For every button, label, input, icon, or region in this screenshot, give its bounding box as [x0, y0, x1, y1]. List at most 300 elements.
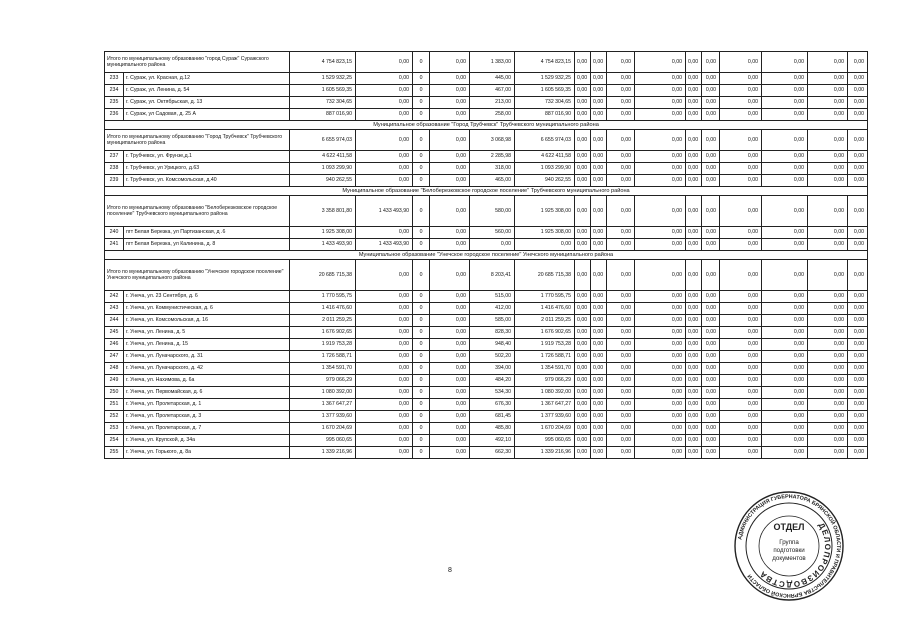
address-cell: г. Унеча, ул. Крупской, д. 34а: [124, 435, 290, 447]
value-cell: 0,00: [762, 399, 808, 411]
value-cell: 0,00: [808, 423, 848, 435]
value-cell: 0,00: [430, 315, 470, 327]
value-cell: 0,00: [762, 163, 808, 175]
value-cell: 0,00: [430, 109, 470, 121]
value-cell: 0,00: [575, 351, 591, 363]
value-cell: 0,00: [808, 109, 848, 121]
value-cell: 0,00: [430, 387, 470, 399]
value-cell: 0,00: [591, 97, 607, 109]
value-cell: 0,00: [686, 109, 702, 121]
value-cell: 0,00: [702, 387, 720, 399]
value-cell: 732 304,65: [515, 97, 575, 109]
value-cell: 0,00: [356, 339, 413, 351]
value-cell: 0,00: [591, 411, 607, 423]
value-cell: 0,00: [762, 435, 808, 447]
section-header-row: [105, 251, 868, 260]
value-cell: 0,00: [808, 447, 848, 459]
value-cell: 0,00: [430, 239, 470, 251]
value-cell: 0,00: [591, 339, 607, 351]
value-cell: 0: [413, 411, 430, 423]
section-title: Муниципальное образование "Белоберезковское городское поселение" Трубчевского муниципального района: [105, 187, 868, 196]
value-cell: 0,00: [720, 260, 762, 291]
row-number: 250: [105, 387, 124, 399]
value-cell: 0,00: [430, 163, 470, 175]
value-cell: 0,00: [702, 423, 720, 435]
value-cell: 0,00: [607, 260, 635, 291]
address-cell: г. Унеча, ул. Пролетарская, д. 1: [124, 399, 290, 411]
value-cell: 0: [413, 73, 430, 85]
value-cell: 0,00: [575, 375, 591, 387]
value-cell: 1 433 493,90: [290, 239, 356, 251]
value-cell: 0,00: [848, 375, 868, 387]
value-cell: 0,00: [808, 175, 848, 187]
value-cell: 580,00: [470, 196, 515, 227]
value-cell: 4 754 823,15: [515, 52, 575, 73]
value-cell: 0,00: [430, 363, 470, 375]
value-cell: 0,00: [635, 351, 686, 363]
value-cell: 732 304,65: [290, 97, 356, 109]
value-cell: 0,00: [686, 227, 702, 239]
value-cell: 0,00: [591, 399, 607, 411]
value-cell: 0,00: [720, 387, 762, 399]
row-number: 246: [105, 339, 124, 351]
value-cell: 0,00: [848, 447, 868, 459]
value-cell: 995 060,65: [290, 435, 356, 447]
value-cell: 0,00: [591, 291, 607, 303]
value-cell: 0,00: [762, 130, 808, 151]
value-cell: 0,00: [591, 351, 607, 363]
value-cell: 1 093 299,90: [515, 163, 575, 175]
value-cell: 828,30: [470, 327, 515, 339]
value-cell: 0,00: [591, 239, 607, 251]
value-cell: 0,00: [430, 260, 470, 291]
value-cell: 0,00: [686, 351, 702, 363]
value-cell: 0,00: [702, 260, 720, 291]
value-cell: 0,00: [356, 227, 413, 239]
table-row: [105, 239, 868, 251]
value-cell: 0: [413, 85, 430, 97]
value-cell: 0,00: [356, 97, 413, 109]
value-cell: 0,00: [356, 399, 413, 411]
table-row: [105, 291, 868, 303]
value-cell: 681,45: [470, 411, 515, 423]
value-cell: 0,00: [591, 73, 607, 85]
value-cell: 0,00: [591, 303, 607, 315]
value-cell: 0,00: [591, 423, 607, 435]
value-cell: 0,00: [848, 175, 868, 187]
value-cell: 0,00: [430, 291, 470, 303]
value-cell: 0,00: [607, 375, 635, 387]
address-cell: г. Унеча, ул. Ленина, д. 15: [124, 339, 290, 351]
value-cell: 1 367 647,27: [290, 399, 356, 411]
value-cell: 0,00: [848, 411, 868, 423]
value-cell: 0: [413, 52, 430, 73]
stamp-line-2: подготовки: [773, 547, 805, 554]
value-cell: 0,00: [848, 239, 868, 251]
value-cell: 0,00: [762, 303, 808, 315]
value-cell: 0,00: [575, 387, 591, 399]
value-cell: 0,00: [430, 375, 470, 387]
address-cell: г. Унеча, ул. Луначарского, д. 42: [124, 363, 290, 375]
address-cell: г. Сураж, ул. Октябрьская, д. 13: [124, 97, 290, 109]
value-cell: 0,00: [430, 399, 470, 411]
value-cell: 412,00: [470, 303, 515, 315]
value-cell: 0,00: [808, 239, 848, 251]
value-cell: 0,00: [702, 109, 720, 121]
stamp-line-3: документов: [772, 555, 806, 562]
section-title: Муниципальное образование "Город Трубчевск" Трубчевского муниципального района: [105, 121, 868, 130]
value-cell: 0: [413, 399, 430, 411]
value-cell: 0,00: [720, 85, 762, 97]
value-cell: 0,00: [591, 151, 607, 163]
value-cell: 0,00: [635, 97, 686, 109]
value-cell: 0,00: [575, 315, 591, 327]
value-cell: 0,00: [808, 303, 848, 315]
value-cell: 0,00: [702, 52, 720, 73]
value-cell: 0,00: [702, 291, 720, 303]
value-cell: 0,00: [720, 151, 762, 163]
value-cell: 0,00: [591, 52, 607, 73]
value-cell: 0,00: [635, 363, 686, 375]
value-cell: 0,00: [356, 327, 413, 339]
value-cell: 0,00: [591, 175, 607, 187]
table-row: [105, 97, 868, 109]
value-cell: 0,00: [808, 363, 848, 375]
value-cell: 0,00: [808, 163, 848, 175]
value-cell: 0,00: [720, 363, 762, 375]
value-cell: 0,00: [808, 327, 848, 339]
value-cell: 0,00: [607, 97, 635, 109]
value-cell: 0,00: [430, 151, 470, 163]
value-cell: 0,00: [591, 130, 607, 151]
value-cell: 485,80: [470, 423, 515, 435]
value-cell: 0,00: [720, 327, 762, 339]
value-cell: 394,00: [470, 363, 515, 375]
value-cell: 1 080 392,00: [290, 387, 356, 399]
table-row: [105, 303, 868, 315]
value-cell: 0,00: [702, 351, 720, 363]
value-cell: 0,00: [356, 73, 413, 85]
value-cell: 0,00: [762, 73, 808, 85]
value-cell: 0,00: [430, 327, 470, 339]
value-cell: 0,00: [607, 227, 635, 239]
value-cell: 1 433 493,90: [356, 239, 413, 251]
value-cell: 0,00: [686, 291, 702, 303]
value-cell: 0,00: [720, 227, 762, 239]
value-cell: 0: [413, 387, 430, 399]
value-cell: 0,00: [702, 363, 720, 375]
value-cell: 0: [413, 291, 430, 303]
value-cell: 0,00: [591, 315, 607, 327]
value-cell: 492,10: [470, 435, 515, 447]
row-number: 248: [105, 363, 124, 375]
value-cell: 0,00: [635, 151, 686, 163]
value-cell: 0,00: [686, 260, 702, 291]
value-cell: 0,00: [635, 85, 686, 97]
value-cell: 1 354 591,70: [515, 363, 575, 375]
value-cell: 0,00: [607, 447, 635, 459]
row-number: 251: [105, 399, 124, 411]
value-cell: 0,00: [575, 363, 591, 375]
value-cell: 0,00: [575, 291, 591, 303]
value-cell: 0,00: [686, 399, 702, 411]
value-cell: 0,00: [848, 399, 868, 411]
value-cell: 0,00: [762, 97, 808, 109]
row-number: 249: [105, 375, 124, 387]
value-cell: 0,00: [762, 327, 808, 339]
address-cell: пгт Белая Березка, ул Калинина, д. 8: [124, 239, 290, 251]
value-cell: 0,00: [356, 130, 413, 151]
value-cell: 0: [413, 196, 430, 227]
value-cell: 0,00: [575, 52, 591, 73]
value-cell: 0,00: [762, 196, 808, 227]
value-cell: 0,00: [720, 315, 762, 327]
value-cell: 0,00: [808, 351, 848, 363]
value-cell: 0,00: [635, 109, 686, 121]
row-number: 243: [105, 303, 124, 315]
value-cell: 6 655 974,03: [515, 130, 575, 151]
value-cell: 3 068,98: [470, 130, 515, 151]
value-cell: 0,00: [591, 196, 607, 227]
value-cell: 0,00: [430, 196, 470, 227]
address-cell: г. Трубчевск, ул. Комсомольская, д.40: [124, 175, 290, 187]
table-row: [105, 423, 868, 435]
value-cell: 0,00: [848, 260, 868, 291]
value-cell: 0,00: [702, 447, 720, 459]
value-cell: 0,00: [720, 52, 762, 73]
value-cell: 1 377 939,60: [515, 411, 575, 423]
value-cell: 0,00: [356, 375, 413, 387]
total-label: Итого по муниципальному образованию "Унечское городское поселение" Унечского муниципального района: [105, 260, 290, 291]
value-cell: 0,00: [720, 435, 762, 447]
row-number: 241: [105, 239, 124, 251]
value-cell: 0,00: [808, 73, 848, 85]
value-cell: 1 339 216,96: [515, 447, 575, 459]
row-number: 254: [105, 435, 124, 447]
value-cell: 0,00: [702, 196, 720, 227]
value-cell: 0,00: [575, 227, 591, 239]
value-cell: 0,00: [356, 411, 413, 423]
value-cell: 0,00: [848, 85, 868, 97]
value-cell: 0,00: [808, 399, 848, 411]
value-cell: 0,00: [686, 163, 702, 175]
row-number: 240: [105, 227, 124, 239]
value-cell: 0,00: [808, 411, 848, 423]
value-cell: 2 011 259,25: [290, 315, 356, 327]
value-cell: 0,00: [591, 227, 607, 239]
value-cell: 1 383,00: [470, 52, 515, 73]
value-cell: 20 685 715,38: [515, 260, 575, 291]
value-cell: 0: [413, 447, 430, 459]
value-cell: 0,00: [848, 351, 868, 363]
value-cell: 0,00: [356, 291, 413, 303]
value-cell: 0,00: [607, 327, 635, 339]
value-cell: 940 262,55: [290, 175, 356, 187]
value-cell: 0,00: [607, 339, 635, 351]
value-cell: 1 726 588,71: [515, 351, 575, 363]
value-cell: 0,00: [635, 423, 686, 435]
address-cell: г. Унеча, ул. 23 Сентября, д. 6: [124, 291, 290, 303]
value-cell: 0,00: [720, 163, 762, 175]
value-cell: 2 011 259,25: [515, 315, 575, 327]
value-cell: 2 285,98: [470, 151, 515, 163]
value-cell: 0,00: [720, 303, 762, 315]
value-cell: 3 358 801,80: [290, 196, 356, 227]
value-cell: 0,00: [848, 52, 868, 73]
value-cell: 8 203,41: [470, 260, 515, 291]
value-cell: 0,00: [702, 97, 720, 109]
value-cell: 0,00: [430, 303, 470, 315]
table-row: [105, 73, 868, 85]
value-cell: 0,00: [356, 52, 413, 73]
value-cell: 0,00: [607, 239, 635, 251]
value-cell: 0,00: [575, 85, 591, 97]
value-cell: 1 367 647,27: [515, 399, 575, 411]
address-cell: пгт Белая Березка, ул Партизанская, д .6: [124, 227, 290, 239]
value-cell: 0: [413, 130, 430, 151]
row-number: 238: [105, 163, 124, 175]
value-cell: 0,00: [848, 327, 868, 339]
value-cell: 0,00: [686, 130, 702, 151]
value-cell: 0,00: [575, 73, 591, 85]
value-cell: 258,00: [470, 109, 515, 121]
value-cell: 0,00: [686, 327, 702, 339]
value-cell: 0,00: [702, 227, 720, 239]
value-cell: 0,00: [356, 351, 413, 363]
total-row: [105, 260, 868, 291]
value-cell: 0,00: [808, 130, 848, 151]
value-cell: 0,00: [635, 163, 686, 175]
value-cell: 0,00: [848, 73, 868, 85]
value-cell: 0,00: [808, 291, 848, 303]
value-cell: 0,00: [635, 303, 686, 315]
table-row: [105, 351, 868, 363]
value-cell: 0: [413, 339, 430, 351]
value-cell: 0,00: [848, 339, 868, 351]
value-cell: 0,00: [702, 327, 720, 339]
value-cell: 0,00: [720, 291, 762, 303]
value-cell: 0,00: [635, 411, 686, 423]
value-cell: 1 605 569,35: [515, 85, 575, 97]
value-cell: 0,00: [575, 175, 591, 187]
value-cell: 0,00: [607, 387, 635, 399]
value-cell: 0,00: [686, 387, 702, 399]
table-row: [105, 399, 868, 411]
value-cell: 0,00: [635, 291, 686, 303]
value-cell: 0,00: [591, 375, 607, 387]
value-cell: 0,00: [762, 375, 808, 387]
value-cell: 1 529 932,25: [515, 73, 575, 85]
value-cell: 0: [413, 327, 430, 339]
value-cell: 0,00: [686, 151, 702, 163]
row-number: 242: [105, 291, 124, 303]
value-cell: 0,00: [607, 109, 635, 121]
value-cell: 0,00: [607, 73, 635, 85]
value-cell: 0,00: [686, 52, 702, 73]
value-cell: 0,00: [430, 175, 470, 187]
value-cell: 0,00: [575, 423, 591, 435]
value-cell: 0,00: [848, 109, 868, 121]
value-cell: 1 925 308,00: [515, 227, 575, 239]
total-label: Итого по муниципальному образованию "город Сураж" Суражского муниципального района: [105, 52, 290, 73]
value-cell: 0,00: [720, 196, 762, 227]
value-cell: 0: [413, 351, 430, 363]
value-cell: 318,00: [470, 163, 515, 175]
value-cell: 0,00: [575, 130, 591, 151]
value-cell: 0,00: [762, 151, 808, 163]
value-cell: 0,00: [848, 387, 868, 399]
row-number: 245: [105, 327, 124, 339]
address-cell: г. Сураж, ул. Красная, д.12: [124, 73, 290, 85]
value-cell: 0: [413, 227, 430, 239]
value-cell: 0,00: [607, 351, 635, 363]
value-cell: 0,00: [591, 109, 607, 121]
value-cell: 0,00: [635, 447, 686, 459]
value-cell: 4 622 411,58: [290, 151, 356, 163]
value-cell: 0,00: [607, 435, 635, 447]
value-cell: 0,00: [762, 387, 808, 399]
value-cell: 0: [413, 239, 430, 251]
value-cell: 0,00: [808, 151, 848, 163]
table-row: [105, 435, 868, 447]
value-cell: 1 080 392,00: [515, 387, 575, 399]
value-cell: 0,00: [356, 435, 413, 447]
value-cell: 0,00: [607, 399, 635, 411]
table-row: [105, 227, 868, 239]
value-cell: 0,00: [686, 73, 702, 85]
table-row: [105, 339, 868, 351]
stamp-ring-inner-text: ДЕЛОПРОИЗВОДСТВА: [757, 521, 833, 590]
value-cell: 585,00: [470, 315, 515, 327]
value-cell: 0,00: [591, 260, 607, 291]
value-cell: 0,00: [430, 130, 470, 151]
page-number: 8: [448, 567, 452, 574]
value-cell: 0,00: [635, 399, 686, 411]
value-cell: 0,00: [356, 85, 413, 97]
value-cell: 0,00: [635, 387, 686, 399]
value-cell: 1 925 308,00: [290, 227, 356, 239]
value-cell: 0,00: [808, 339, 848, 351]
value-cell: 0,00: [635, 315, 686, 327]
office-stamp: [733, 490, 845, 602]
value-cell: 0,00: [575, 97, 591, 109]
value-cell: 0,00: [575, 260, 591, 291]
value-cell: 0,00: [635, 130, 686, 151]
value-cell: 0,00: [686, 85, 702, 97]
value-cell: 0,00: [702, 399, 720, 411]
value-cell: 0,00: [515, 239, 575, 251]
row-number: 235: [105, 97, 124, 109]
stamp-line-1: Группа: [779, 539, 799, 546]
value-cell: 1 093 299,90: [290, 163, 356, 175]
value-cell: 0,00: [607, 175, 635, 187]
value-cell: 0,00: [848, 227, 868, 239]
value-cell: 20 685 715,38: [290, 260, 356, 291]
value-cell: 0,00: [575, 447, 591, 459]
value-cell: 0,00: [356, 303, 413, 315]
table-row: [105, 327, 868, 339]
value-cell: 0,00: [430, 351, 470, 363]
value-cell: 0,00: [430, 339, 470, 351]
value-cell: 445,00: [470, 73, 515, 85]
table-row: [105, 375, 868, 387]
value-cell: 484,20: [470, 375, 515, 387]
value-cell: 0,00: [356, 447, 413, 459]
value-cell: 0,00: [575, 196, 591, 227]
value-cell: 0,00: [808, 97, 848, 109]
value-cell: 0,00: [702, 73, 720, 85]
value-cell: 1 770 595,75: [515, 291, 575, 303]
